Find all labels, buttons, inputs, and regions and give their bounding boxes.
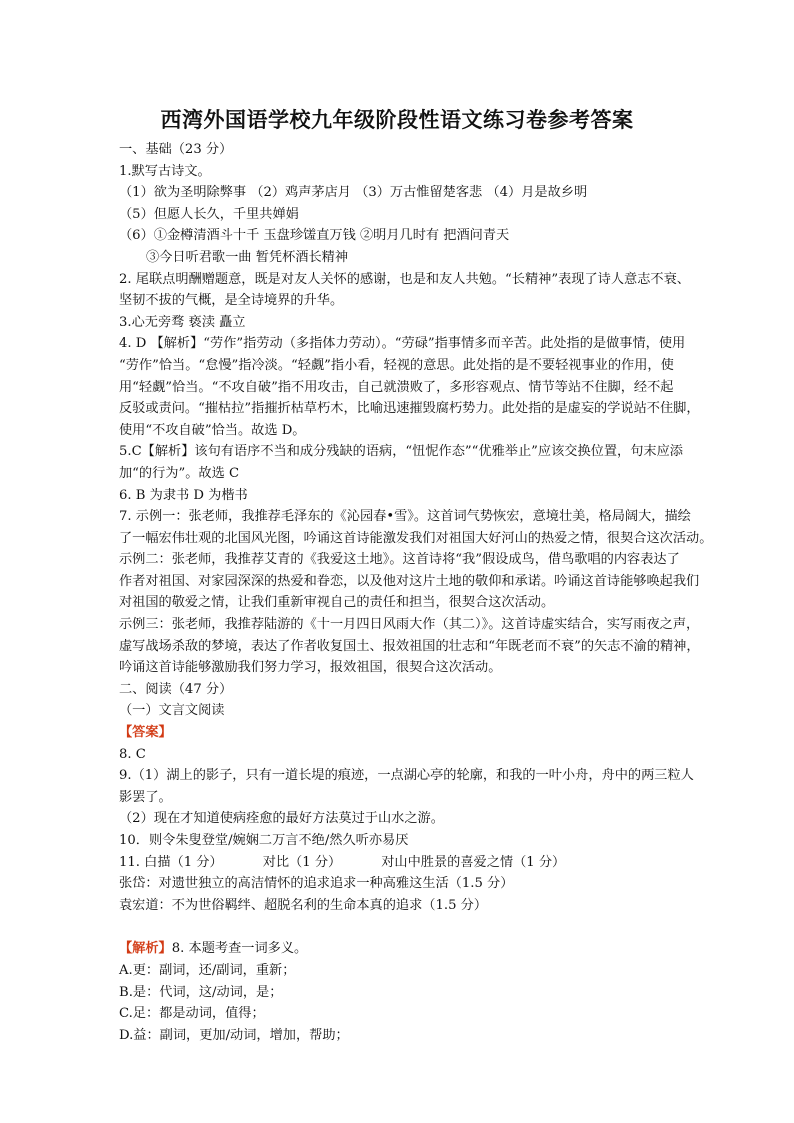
answer-line: 坚韧不拔的气概，是全诗境界的升华。 [119,293,344,309]
section-heading: 二、阅读（47 分） [119,681,233,697]
answer-line-q11 [119,852,741,874]
answer-line: ③今日听君歌一曲 暂凭杯酒长精神 [146,249,349,265]
answer-line: 9.（1）湖上的影子，只有一道长堤的痕迹，一点湖心亭的轮廓，和我的一叶小舟，舟中的两三粒人 [119,768,694,784]
answer-line: 张岱：对遗世独立的高洁情怀的追求追求一种高雅这生活（1.5 分） [119,876,514,892]
answer-line: （5）但愿人长久，千里共婵娟 [119,206,299,222]
q11-part-1: 11. 白描（1 分） [119,854,223,870]
answer-line: 使用“不攻自破”恰当。故选 D。 [119,422,306,438]
answer-line: 吟诵这首诗能够激励我们努力学习，报效祖国，很契合这次活动。 [119,660,502,676]
answer-line: （1）欲为圣明除弊事 （2）鸡声茅店月 （3）万古惟留楚客悲 （4）月是故乡明 [119,185,588,201]
answer-line: 4. D 【解析】“劳作”指劳动（多指体力劳动）。“劳碌”指事情多而辛苦。此处指的是做事情，使用 [119,336,686,352]
answer-line: 10．则令朱叟登堂/婉娴二万言不绝/然久听亦易厌 [119,833,409,848]
analysis-text: 8. 本题考查一词多义。 [171,941,308,957]
answer-line: 6. B 为隶书 D 为楷书 [119,487,248,503]
answer-line: 加“的行为”。故选 C [119,465,240,481]
option-line: B.是：代词，这/动词，是； [119,984,283,1000]
answer-line: 示例二：张老师，我推荐艾青的《我爱这土地》。这首诗将“我”假设成鸟，借鸟歌唱的内容表达了 [119,552,680,568]
q11-part-3: 对山中胜景的喜爱之情（1 分） [381,854,566,870]
page-title: 西湾外国语学校九年级阶段性语文练习卷参考答案 [160,108,634,132]
answer-line: 影罢了。 [119,789,172,805]
option-line: C.足：都是动词，值得； [119,1006,265,1022]
answer-line: 3.心无旁骛 亵渎 矗立 [119,314,246,330]
answer-line: “劳作”恰当。“怠慢”指冷淡。“轻觑”指小看，轻视的意思。此处指的是不要轻视事业的作用，使 [119,357,674,373]
answer-line: 作者对祖国、对家园深深的热爱和眷恋，以及他对这片土地的敬仰和承诺。吟诵这首诗能够唤起我们 [119,573,700,589]
answer-content [119,139,741,1046]
option-line: D.益：副词，更加/动词，增加，帮助； [119,1027,349,1043]
answer-line: 虚写战场杀敌的梦境，表达了作者收复国土、报效祖国的壮志和“年既老而不衰”的矢志不渝的精神， [119,638,700,654]
answer-line: 对祖国的敬爱之情，让我们重新审视自己的责任和担当，很契合这次活动。 [119,595,555,611]
question-heading: 1.默写古诗文。 [119,163,211,179]
answer-line: 8. C [119,746,146,762]
answer-line: 了一幅宏伟壮观的北国风光图，吟诵这首诗能激发我们对祖国大好河山的热爱之情，很契合这次活动。 [119,530,713,546]
answer-line: 袁宏道：不为世俗羁绊、超脱名利的生命本真的追求（1.5 分） [119,897,488,913]
answer-line: 反驳或责问。“摧枯拉”指摧折枯草朽木，比喻迅速摧毁腐朽势力。此处指的是虚妄的学说站不住脚， [119,401,700,417]
answer-line: 5.C【解析】该句有语序不当和成分残缺的语病，“忸怩作态”“优雅举止”应该交换位置，句末应添 [119,444,683,460]
subsection-heading: （一）文言文阅读 [119,703,225,719]
spacer [119,916,741,938]
answer-line: （2）现在才知道使病痊愈的最好方法莫过于山水之游。 [119,811,444,827]
answer-line: 2. 尾联点明酬赠题意，既是对友人关怀的感谢，也是和友人共勉。“长精神”表现了诗人意志不衰、 [119,271,690,287]
option-line: A.更：副词，还/副词，重新； [119,962,296,978]
analysis-line [119,938,741,960]
answer-label: 【答案】 [119,725,172,741]
answer-line: 示例三：张老师，我推荐陆游的《十一月四日风雨大作（其二）》。这首诗虚实结合，实写雨夜之声， [119,617,700,633]
section-heading: 一、基础（23 分） [119,142,233,157]
answer-line: 7. 示例一：张老师，我推荐毛泽东的《沁园春•雪》。这首词气势恢宏，意境壮美，格局阔大，描绘 [119,509,691,525]
answer-line: 用“轻觑”恰当。“不攻自破”指不用攻击，自己就溃败了，多形容观点、情节等站不住脚，经不起 [119,379,674,395]
analysis-label: 【解析】 [119,941,172,957]
q11-part-2: 对比（1 分） [262,854,342,870]
answer-line: （6）①金樽清酒斗十千 玉盘珍馐直万钱 ②明月几时有 把酒问青天 [119,228,510,244]
